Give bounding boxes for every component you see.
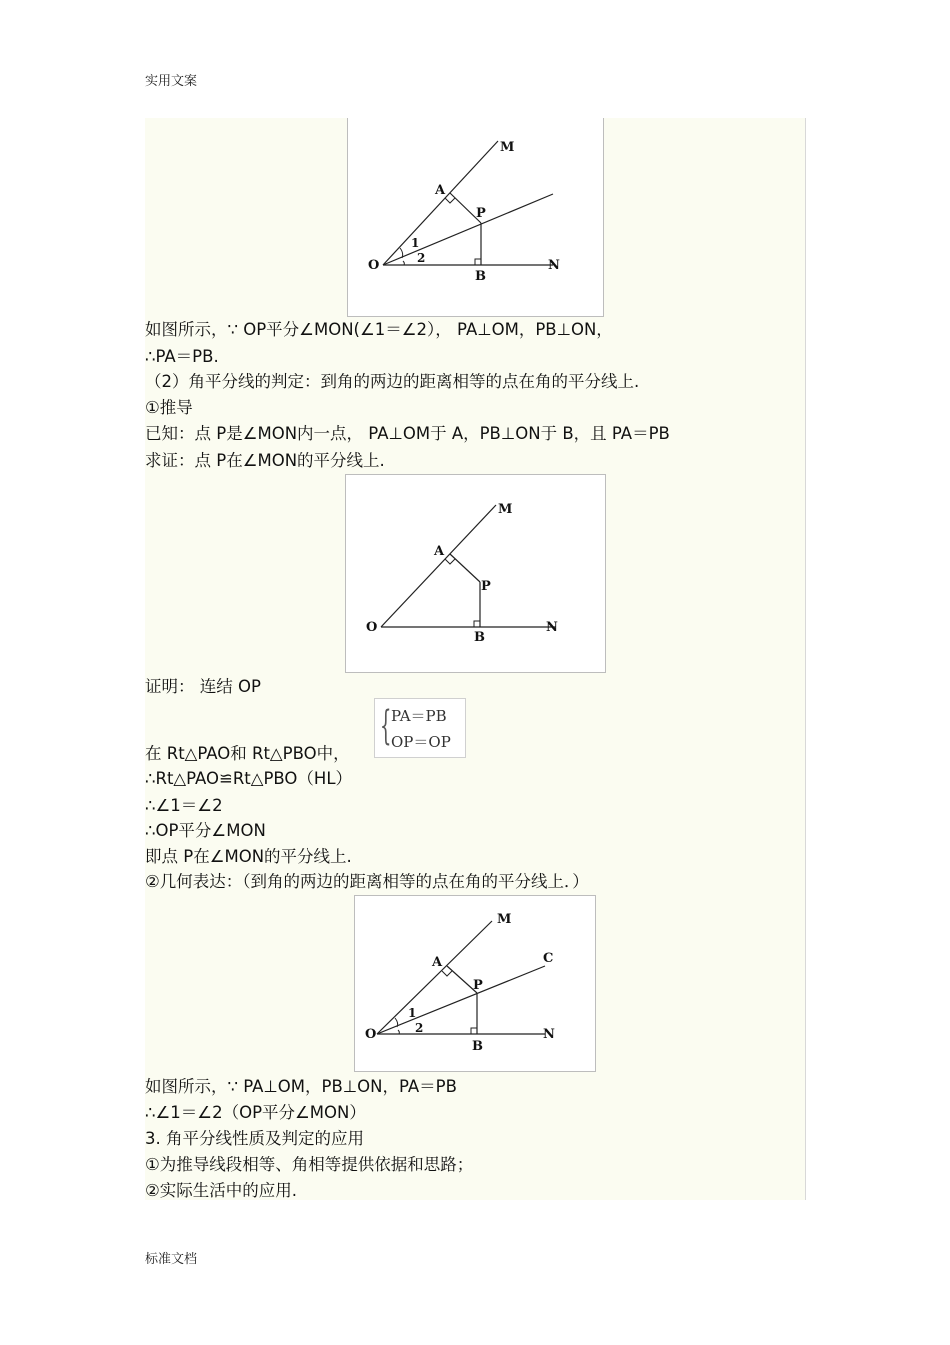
text-line: 如图所示，∵ PA⊥OM，PB⊥ON，PA＝PB bbox=[145, 1077, 457, 1096]
text-line: （2）角平分线的判定：到角的两边的距离相等的点在角的平分线上. bbox=[145, 372, 640, 391]
label-M: M bbox=[500, 140, 515, 155]
text-line: 即点 P在∠MON的平分线上. bbox=[145, 847, 352, 866]
label-angle-2: 2 bbox=[417, 251, 426, 265]
figure-angle-bisector-property bbox=[347, 118, 604, 317]
label-angle-2: 2 bbox=[415, 1021, 424, 1035]
page-header-label: 实用文案 bbox=[145, 74, 198, 89]
label-O: O bbox=[366, 620, 378, 635]
equation-system bbox=[374, 698, 466, 758]
text-line: ①为推导线段相等、角相等提供依据和思路； bbox=[145, 1155, 474, 1174]
label-N: N bbox=[546, 620, 558, 635]
label-P: P bbox=[481, 579, 491, 594]
page-footer-label: 标准文档 bbox=[145, 1252, 198, 1267]
text-line: 求证：点 P在∠MON的平分线上. bbox=[145, 451, 385, 470]
text-line: ∴OP平分∠MON bbox=[145, 821, 266, 840]
label-O: O bbox=[368, 258, 380, 273]
text-line: ②几何表达：（到角的两边的距离相等的点在角的平分线上．） bbox=[145, 872, 589, 891]
label-A: A bbox=[432, 955, 443, 970]
label-M: M bbox=[498, 502, 513, 517]
content-right-border bbox=[805, 118, 806, 1200]
label-P: P bbox=[473, 978, 483, 993]
label-B: B bbox=[474, 630, 485, 645]
text-line: ∴Rt△PAO≌Rt△PBO（HL） bbox=[145, 769, 353, 788]
text-line: 已知：点 P是∠MON内一点， PA⊥OM于 A，PB⊥ON于 B，且 PA＝PB bbox=[145, 424, 670, 443]
label-B: B bbox=[475, 269, 486, 284]
text-line: ∴PA＝PB. bbox=[145, 347, 219, 366]
label-B: B bbox=[472, 1039, 483, 1054]
label-A: A bbox=[434, 544, 445, 559]
text-line: ∴∠1＝∠2 bbox=[145, 796, 223, 815]
label-M: M bbox=[497, 912, 512, 927]
text-line: 3. 角平分线性质及判定的应用 bbox=[145, 1129, 364, 1148]
text-line: 如图所示，∵ OP平分∠MON(∠1＝∠2）， PA⊥OM，PB⊥ON， bbox=[145, 320, 613, 339]
figure-angle-bisector-criterion bbox=[345, 474, 606, 673]
figure-geometric-expression bbox=[354, 895, 596, 1072]
brace-icon: { bbox=[380, 703, 392, 749]
equation-1: PA＝PB bbox=[391, 707, 447, 725]
equation-2: OP＝OP bbox=[391, 733, 451, 751]
label-P: P bbox=[476, 206, 486, 221]
label-C: C bbox=[543, 951, 554, 966]
label-N: N bbox=[543, 1027, 555, 1042]
label-angle-1: 1 bbox=[411, 236, 420, 250]
label-angle-1: 1 bbox=[408, 1006, 417, 1020]
label-N: N bbox=[548, 258, 560, 273]
text-line: 在 Rt△PAO和 Rt△PBO中， bbox=[145, 744, 350, 763]
text-line: ①推导 bbox=[145, 398, 193, 417]
label-A: A bbox=[435, 183, 446, 198]
text-line: 证明： 连结 OP bbox=[145, 677, 261, 696]
text-line: ∴∠1＝∠2（OP平分∠MON） bbox=[145, 1103, 366, 1122]
text-line: ②实际生活中的应用. bbox=[145, 1181, 298, 1200]
label-O: O bbox=[365, 1027, 377, 1042]
